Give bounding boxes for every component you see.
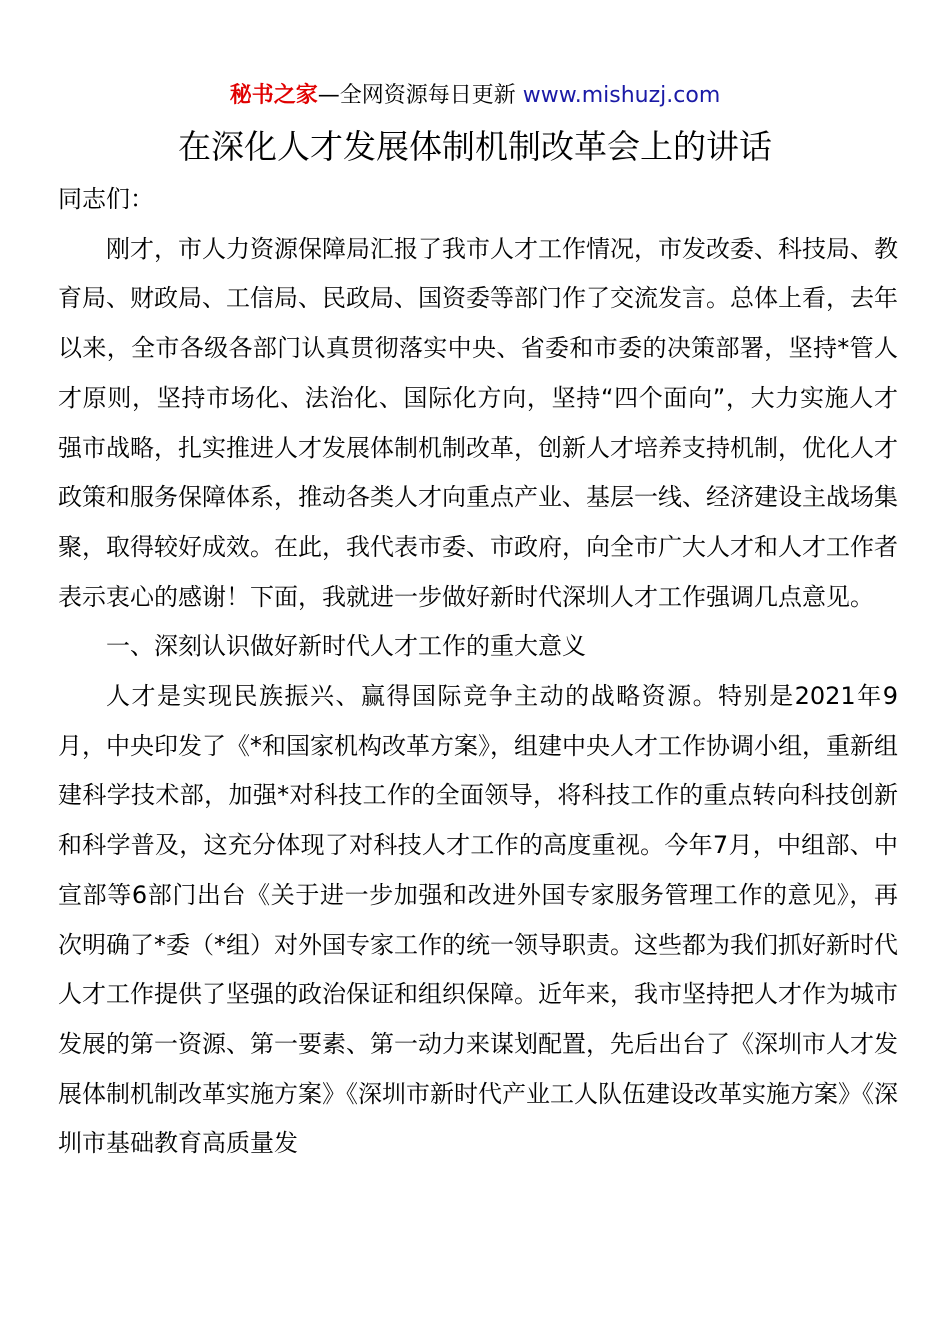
document-title: 在深化人才发展体制机制改革会上的讲话 <box>178 127 772 166</box>
site-brand: 秘书之家 <box>229 83 318 108</box>
site-tagline: —全网资源每日更新 <box>317 83 516 108</box>
salutation: 同志们： <box>58 185 154 213</box>
site-header <box>0 80 950 112</box>
paragraph: 人才是实现民族振兴、赢得国际竞争主动的战略资源。特别是2021年9月，中央印发了《*和国家机构改革方案》，组建中央人才工作协调小组，重新组建科学技术部，加强*对科技工作的全面领导，将科技工作的重点转向科技创新和科学普及，这充分体现了对科技人才工作的高度重视。今年7月，中组部、中宣部等6部门出台《关于进一步加强和改进外国专家服务管理工作的意见》，再次明确了*委（*组）对外国专家工作的统一领导职责。这些都为我们抓好新时代人才工作提供了坚强的政治保证和组织保障。近年来，我市坚持把人才作为城市发展的第一资源、第一要素、第一动力来谋划配置，先后出台了《深圳市人才发展体制机制改革实施方案》《深圳市新时代产业工人队伍建设改革实施方案》《深圳市基础教育高质量发 <box>58 682 898 1158</box>
site-url: www.mishuzj.com <box>522 83 721 108</box>
paragraph: 刚才，市人力资源保障局汇报了我市人才工作情况，市发改委、科技局、教育局、财政局、工信局、民政局、国资委等部门作了交流发言。总体上看，去年以来，全市各级各部门认真贯彻落实中央、省委和市委的决策部署，坚持*管人才原则，坚持市场化、法治化、国际化方向，坚持“四个面向”，大力实施人才强市战略，扎实推进人才发展体制机制改革，创新人才培养支持机制，优化人才政策和服务保障体系，推动各类人才向重点产业、基层一线、经济建设主战场集聚，取得较好成效。在此，我代表市委、市政府，向全市广大人才和人才工作者表示衷心的感谢！下面，我就进一步做好新时代深圳人才工作强调几点意见。 <box>58 234 898 611</box>
document-body <box>58 175 898 1169</box>
section-heading: 一、深刻认识做好新时代人才工作的重大意义 <box>106 632 586 661</box>
